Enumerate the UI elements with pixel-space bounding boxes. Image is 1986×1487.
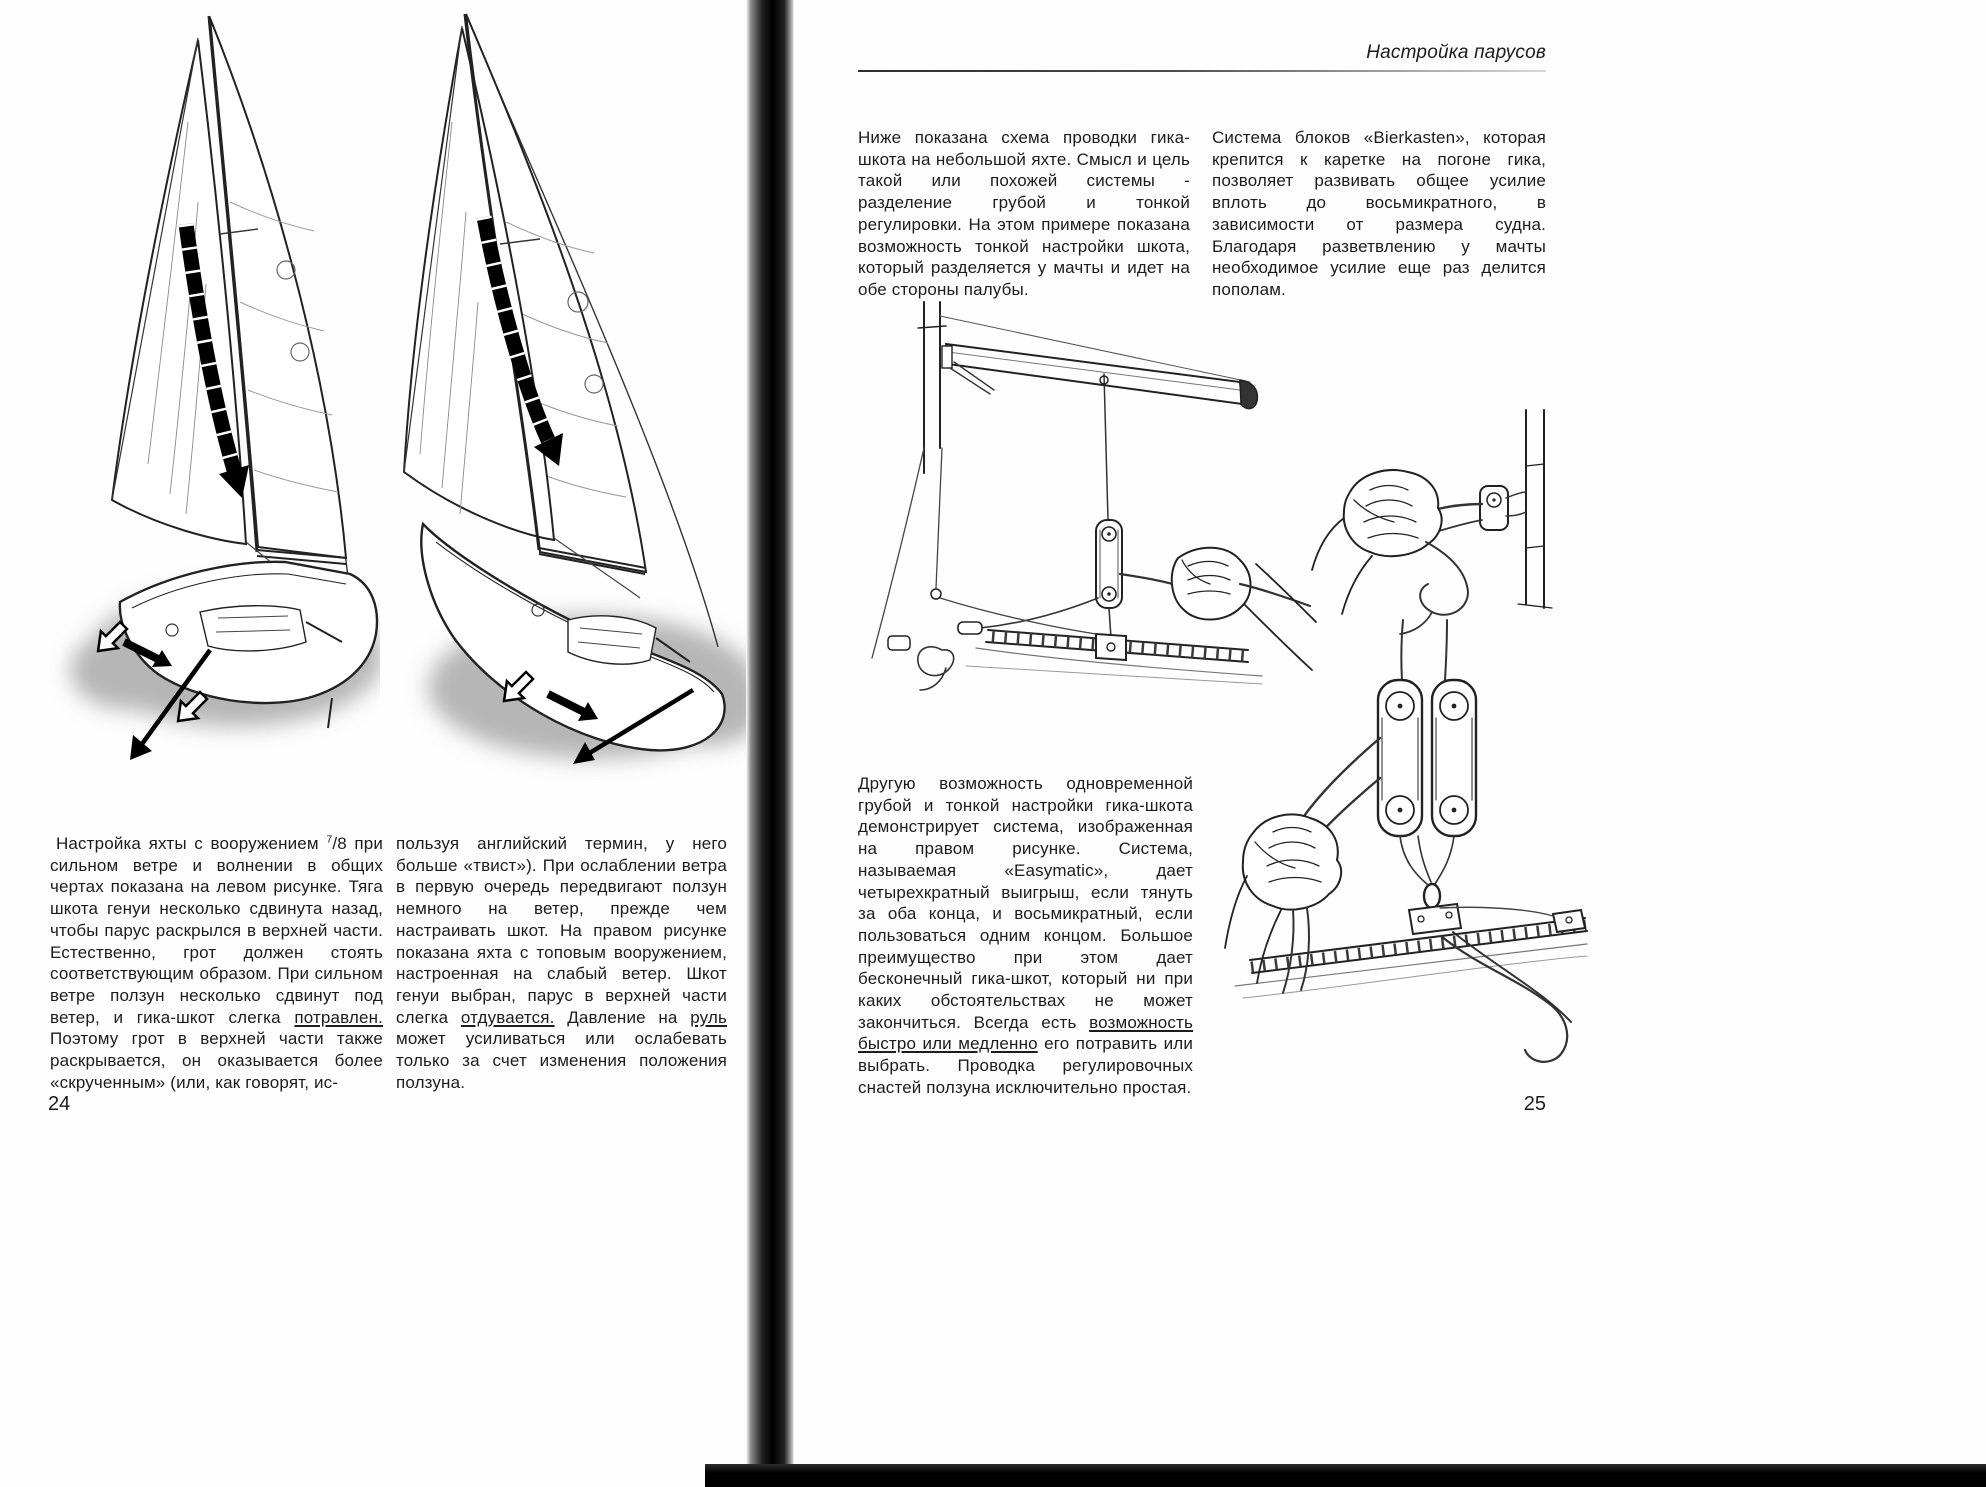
book-bottom-edge-shadow bbox=[705, 1464, 1986, 1487]
running-head: Настройка парусов bbox=[1366, 42, 1546, 63]
page25-text-column-1: Ниже показана схема проводки гика-шкота на небольшой яхте. Смысл и цель такой или похожей системы - разделение грубой и тонкой регулировки. На этом примере показана возможность тонкой настройки шкота, который разделяется у мачты и идет на обе стороны палубы. bbox=[858, 128, 1190, 299]
page24-text-column-1 bbox=[50, 833, 383, 1093]
figure-yacht-masthead-rig-light-wind bbox=[388, 2, 753, 812]
body-text: его потравить или выбрать. Проводка регулировочных снастей ползуна исключительно простая. bbox=[858, 1034, 1194, 1097]
figure-yacht-fractional-rig-strong-wind bbox=[50, 2, 380, 802]
body-text: пользуя английский термин, у него больше «твист»). При ослаблении ветра в первую очередь передвигают ползун немного на ветер, прежде чем настраивать шкот. На правом рисунке показана яхта с топовым вооружением, настроенная на слабый ветер. Шкот генуи выбран, парус в верхней части слегка bbox=[396, 834, 727, 1027]
page25-text-column-3 bbox=[858, 773, 1193, 1099]
fraction-superscript: 7 bbox=[326, 833, 333, 846]
body-text: Давление на bbox=[554, 1007, 691, 1027]
underlined-text: руль bbox=[690, 1007, 727, 1027]
gripping-hand bbox=[1312, 470, 1442, 614]
figure-hand-with-block bbox=[1298, 408, 1563, 653]
underlined-text: потравлен. bbox=[294, 1007, 383, 1027]
underlined-text: отдувается. bbox=[460, 1007, 555, 1027]
body-text: Настройка яхты с вооружением bbox=[56, 834, 327, 853]
body-text: Другую возможность одновременной грубой и тонкой настройки гика-шкота демонстрирует система, изображенная на правом рисунке. Система, называемая «Easymatic», дает четырехкратный выигрыш, если тянуть за оба конца, и восьмикратный, если пользоваться одним концом. Большое преимущество при этом дает бесконечный гика-шкот, который ни при каких обстоятельствах не может закончиться. Всегда есть bbox=[858, 774, 1193, 1032]
underlined-text: возможность быстро или медленно bbox=[858, 1012, 1193, 1054]
running-head-rule bbox=[858, 70, 1546, 72]
body-text: может усиливаться или ослабевать только за счет изменения положения ползуна. bbox=[396, 1029, 727, 1092]
book-gutter-shadow bbox=[746, 0, 794, 1487]
figure-easymatic-tackle bbox=[1195, 618, 1590, 1118]
page24-text-column-2 bbox=[396, 833, 727, 1093]
body-text: /8 при сильном ветре и волнении в общих чертах показана на левом рисунке. Тяга шкота генуи несколько сдвинута назад, чтобы парус раскрылся в верхней части. Естественно, грот должен стоять соответствующим образом. При сильном ветре ползун несколько сдвинут под ветер, и гика-шкот слегка bbox=[50, 834, 383, 1027]
page-number-left: 24 bbox=[48, 1093, 71, 1115]
page-number-right: 25 bbox=[1523, 1093, 1546, 1115]
body-text: Поэтому грот в верхней части также раскрывается, он оказывается более «скрученным» (или, как говорят, ис- bbox=[50, 1029, 383, 1092]
page25-text-column-2: Система блоков «Bierkasten», которая крепится к каретке на погоне гика, позволяет развивать общее усилие вплоть до восьмикратного, в зависимости от размера судна. Благодаря разветвлению у мачты необходимое усилие еще раз делится пополам. bbox=[1212, 128, 1546, 299]
